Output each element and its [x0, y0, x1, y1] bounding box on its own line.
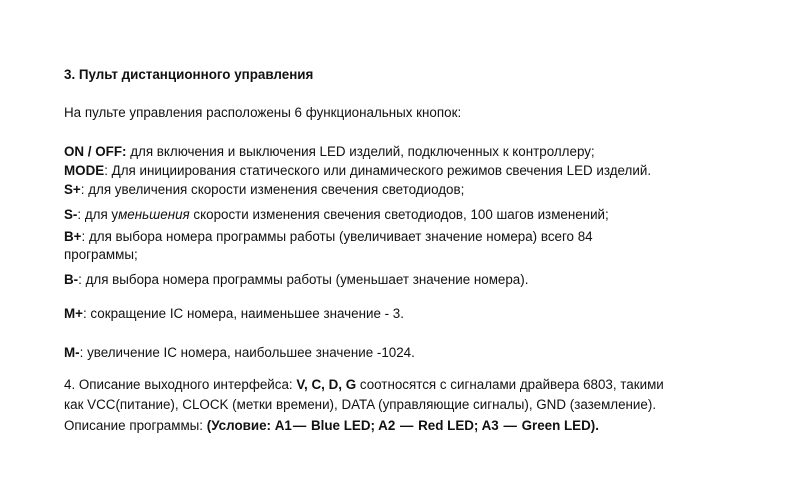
- desc-b-plus: : для выбора номера программы работы (увеличивает значение номера) всего 84: [81, 229, 593, 244]
- desc-s-minus-italic: меньшения: [118, 207, 190, 222]
- section4-prefix: 4. Описание выходного интерфейса:: [64, 377, 297, 392]
- key-mode: MODE: [64, 163, 105, 178]
- item-b-plus: [64, 228, 593, 246]
- item-m-minus: [64, 344, 415, 362]
- item-b-minus: [64, 271, 528, 289]
- condition-red: Red LED; A3: [414, 418, 503, 433]
- desc-s-minus-a: : для у: [77, 207, 119, 222]
- item-on-off: [64, 143, 595, 161]
- desc-mode: : Для инициирования статического или динамического режимов свечения LED изделий.: [104, 163, 652, 178]
- key-s-plus: S+: [64, 182, 81, 197]
- item-b-plus-cont: программы;: [64, 247, 138, 262]
- dash-a2: —: [400, 418, 414, 433]
- section4-line1: [64, 376, 664, 394]
- condition-green: Green LED).: [517, 418, 599, 433]
- section4-line2: как VCC(питание), CLOCK (метки времени), DATA (управляющие сигналы), GND (заземление).: [64, 397, 657, 412]
- desc-m-minus: : увеличение IC номера, наибольшее значение -1024.: [79, 345, 415, 360]
- intro-text: На пульте управления расположены 6 функциональных кнопок:: [64, 105, 462, 120]
- key-s-minus: S-: [64, 207, 78, 222]
- key-on-off: ON / OFF:: [64, 144, 127, 159]
- item-m-plus: [64, 305, 404, 323]
- desc-on-off: для включения и выключения LED изделий, подключенных к контроллеру;: [126, 144, 595, 159]
- key-m-minus: M-: [64, 345, 80, 360]
- item-mode: [64, 162, 651, 180]
- section4-signals: V, C, D, G: [296, 377, 357, 392]
- desc-s-plus: : для увеличения скорости изменения свечения светодиодов;: [80, 182, 465, 197]
- key-b-plus: B+: [64, 229, 82, 244]
- condition-blue: Blue LED; A2: [307, 418, 400, 433]
- dash-a3: —: [503, 418, 517, 433]
- program-label: Описание программы:: [64, 418, 207, 433]
- section4-line3: [64, 417, 599, 435]
- item-s-minus: [64, 206, 609, 224]
- desc-m-plus: : сокращение IC номера, наименьшее значение - 3.: [82, 306, 404, 321]
- desc-b-minus: : для выбора номера программы работы (уменьшает значение номера).: [78, 272, 529, 287]
- key-b-minus: B-: [64, 272, 79, 287]
- key-m-plus: M+: [64, 306, 83, 321]
- section-heading: 3. Пульт дистанционного управления: [64, 67, 314, 82]
- section4-text: соотносятся с сигналами драйвера 6803, такими: [356, 377, 664, 392]
- dash-a1: —: [292, 418, 307, 433]
- desc-s-minus-b: скорости изменения свечения светодиодов, 100 шагов изменений;: [189, 207, 609, 222]
- condition-open: (Условие: A1: [206, 418, 292, 433]
- item-s-plus: [64, 181, 464, 199]
